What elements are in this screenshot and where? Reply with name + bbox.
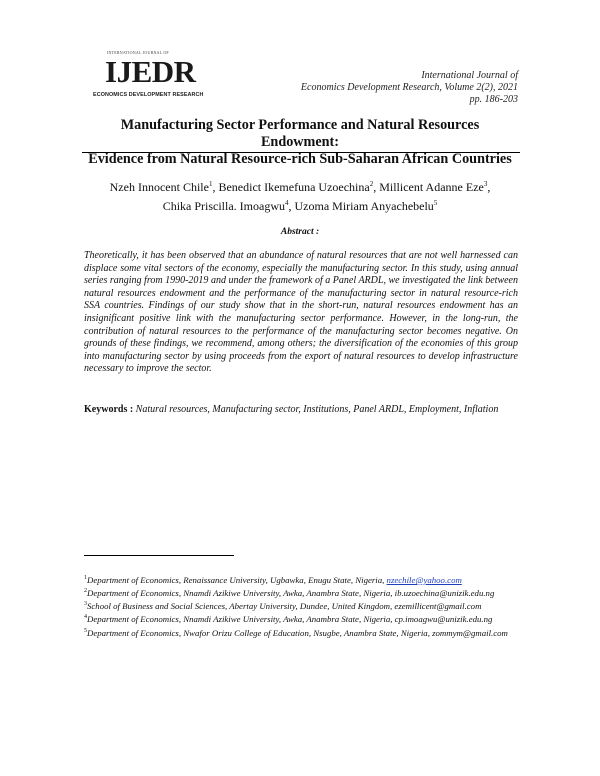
abstract-heading: Abstract :	[280, 227, 320, 237]
title-line1: Manufacturing Sector Performance and Natural Resources Endowment:	[120, 117, 480, 150]
footnote-1: $^1$Department of Economics, Renaissance University, Ugbawka, Enugu State, Nigeria, nzechile@yahoo.com	[84, 574, 462, 585]
journal-name-line1: International Journal of	[421, 70, 518, 81]
keywords-text: Natural resources, Manufacturing sector, Institutions, Panel ARDL, Employment, Inflation	[133, 404, 499, 415]
journal-name-line2: Economics Development Research, Volume 2(2), 2021	[300, 82, 518, 93]
author-1: Nzeh Innocent Chile$^1$,	[109, 180, 219, 194]
logo-tagline-top: INTERNATIONAL JOURNAL OF	[107, 50, 169, 55]
abstract-text: Theoretically, it has been observed that an abundance of natural resources that are not well harnessed can displace some vital sectors of the economy, especially the manufacturing sector. In this study, using annual series ranging from 1990-2019 and under the framework of a Panel ARDL, we investigated the link between natural resources endowment and the performance of the manufacturing sector in natural resource-rich SSA countries. Findings of our study show that in the short-run, natural resources endowment has an insignificant positive link with the manufacturing sector performance. However, in the long-run, the contribution of natural resources to the performance of the manufacturing sector becomes negative. On grounds of these findings, we recommend, among others; the diversification of the economies of this group into manufacturing sector by using proceeds from the export of natural resources to develop infrastructure necessary to improve the sector.	[84, 250, 518, 375]
journal-pages: pp. 186-203	[469, 94, 518, 105]
footnote-3: $^3$School of Business and Social Sciences, Abertay University, Dundee, United Kingdom, ezemillicent@gmail.com	[84, 601, 482, 612]
footnote-4: $^4$Department of Economics, Nnamdi Azikiwe University, Awka, Anambra State, Nigeria, cp.imoagwu@unizik.edu.ng	[84, 614, 493, 625]
title-line2: Evidence from Natural Resource-rich Sub-Saharan African Countries	[88, 151, 512, 167]
journal-citation	[258, 70, 518, 106]
author-3: Millicent Adanne Eze$^3$,	[379, 180, 491, 194]
footnote-rule	[84, 555, 234, 556]
author-4: Chika Priscilla. Imoagwu$^4$,	[162, 198, 295, 213]
logo-tagline-bottom: ECONOMICS DEVELOPMENT RESEARCH	[93, 92, 204, 98]
paper-title	[80, 117, 520, 168]
footnotes	[84, 573, 518, 639]
footnote-2: $^2$Department of Economics, Nnamdi Azikiwe University, Awka, Anambra State, Nigeria, ib.uzoechina@unizik.edu.ng	[84, 588, 495, 599]
keywords-label: Keywords :	[84, 404, 134, 415]
footnote-5: $^5$Department of Economics, Nwafor Orizu College of Education, Nsugbe, Anambra State, Nigeria, zommym@gmail.com	[84, 627, 508, 638]
logo-text: IJEDR	[105, 54, 196, 89]
journal-logo	[93, 50, 233, 108]
author-2: Benedict Ikemefuna Uzoechina$^2$,	[218, 180, 380, 194]
author-5: Uzoma Miriam Anyachebelu$^5$	[294, 198, 438, 213]
keywords	[84, 404, 518, 416]
author-list	[100, 177, 500, 214]
title-rule	[82, 152, 520, 153]
email-link[interactable]: nzechile@yahoo.com	[386, 574, 462, 585]
